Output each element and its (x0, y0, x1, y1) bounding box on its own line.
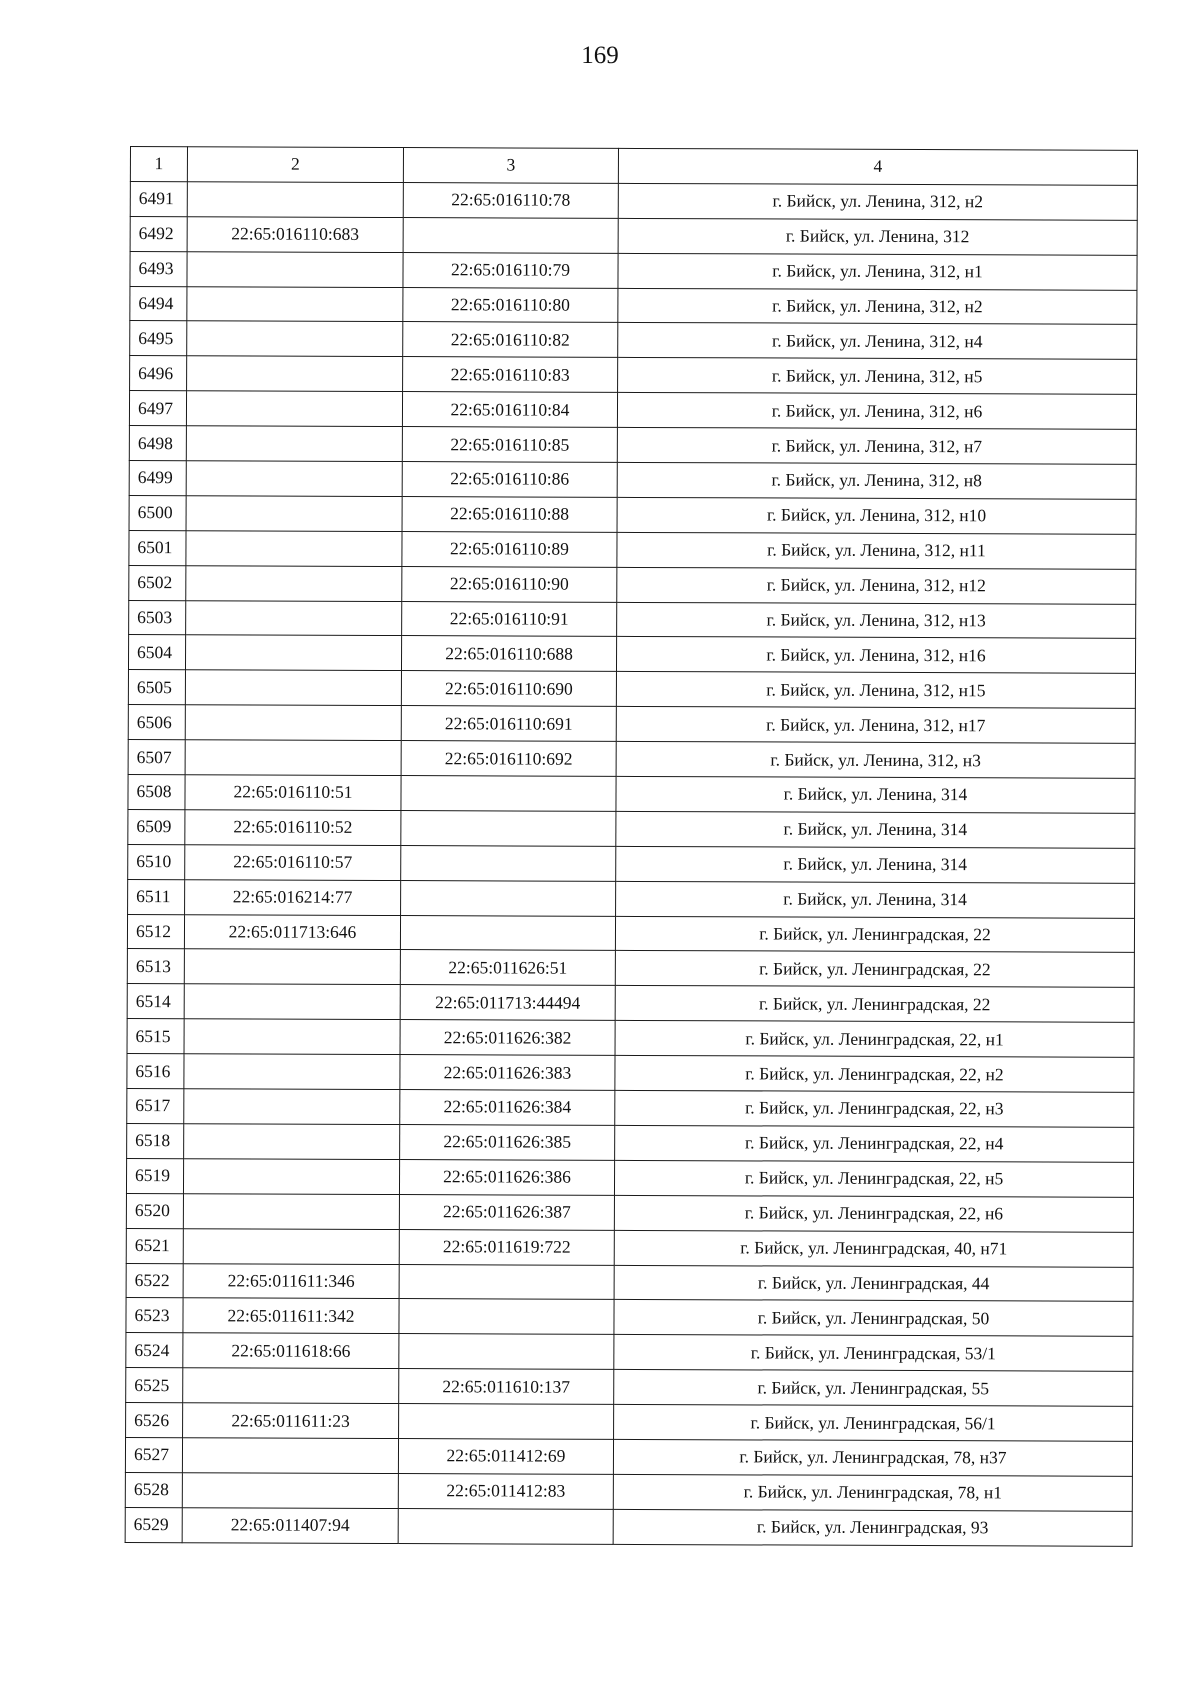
row-number-cell: 6527 (125, 1437, 182, 1472)
row-number-cell: 6514 (127, 984, 184, 1019)
land-cadastral-number-cell (186, 391, 402, 427)
row-number-cell: 6523 (126, 1298, 183, 1333)
address-cell: г. Бийск, ул. Ленина, 312, н2 (618, 288, 1137, 325)
land-cadastral-number-cell: 22:65:011713:646 (184, 914, 400, 950)
land-cadastral-number-cell: 22:65:011611:346 (183, 1263, 399, 1299)
row-number-cell: 6512 (127, 914, 184, 949)
row-number-cell: 6506 (128, 705, 185, 740)
address-cell: г. Бийск, ул. Ленинградская, 53/1 (614, 1335, 1133, 1372)
table-row (128, 740, 1135, 779)
address-cell: г. Бийск, ул. Ленинградская, 93 (613, 1509, 1132, 1546)
row-number-cell: 6522 (126, 1263, 183, 1298)
table-row (130, 251, 1137, 290)
table-row (127, 914, 1134, 953)
land-cadastral-number-cell (183, 1228, 399, 1264)
address-cell: г. Бийск, ул. Ленинградская, 78, н1 (613, 1474, 1132, 1511)
address-cell: г. Бийск, ул. Ленинградская, 78, н37 (613, 1439, 1132, 1476)
row-number-cell: 6503 (129, 600, 186, 635)
address-cell: г. Бийск, ул. Ленинградская, 22, н4 (615, 1125, 1134, 1162)
land-cadastral-number-cell (186, 461, 402, 497)
address-cell: г. Бийск, ул. Ленинградская, 22 (615, 951, 1134, 988)
building-cadastral-number-cell: 22:65:016110:84 (402, 392, 617, 428)
address-cell: г. Бийск, ул. Ленинградская, 44 (614, 1265, 1133, 1302)
address-cell: г. Бийск, ул. Ленинградская, 22, н5 (614, 1160, 1133, 1197)
land-cadastral-number-cell (186, 565, 402, 601)
row-number-cell: 6499 (129, 461, 186, 496)
land-cadastral-number-cell (184, 1054, 400, 1090)
land-cadastral-number-cell (183, 1368, 399, 1404)
row-number-cell: 6525 (126, 1368, 183, 1403)
land-cadastral-number-cell (187, 182, 403, 218)
table-row (127, 1123, 1134, 1162)
table-row (127, 984, 1134, 1023)
building-cadastral-number-cell: 22:65:016110:83 (403, 357, 618, 393)
address-cell: г. Бийск, ул. Ленина, 312, н15 (616, 672, 1135, 709)
land-cadastral-number-cell: 22:65:016214:77 (185, 879, 401, 915)
table-row (126, 1228, 1133, 1267)
table-row (130, 286, 1137, 325)
land-cadastral-number-cell: 22:65:011407:94 (182, 1507, 398, 1543)
header-col-2: 2 (187, 147, 403, 183)
row-number-cell: 6511 (128, 879, 185, 914)
building-cadastral-number-cell: 22:65:011626:384 (400, 1090, 615, 1126)
building-cadastral-number-cell: 22:65:011412:83 (398, 1473, 613, 1509)
address-cell: г. Бийск, ул. Ленина, 312, н2 (618, 183, 1137, 220)
land-cadastral-number-cell: 22:65:016110:52 (185, 810, 401, 846)
address-cell: г. Бийск, ул. Ленина, 312, н10 (617, 497, 1136, 534)
row-number-cell: 6517 (127, 1089, 184, 1124)
table-row (128, 775, 1135, 814)
row-number-cell: 6497 (129, 391, 186, 426)
building-cadastral-number-cell: 22:65:016110:691 (401, 706, 616, 742)
table-row (129, 530, 1136, 569)
row-number-cell: 6498 (129, 426, 186, 461)
building-cadastral-number-cell: 22:65:011626:383 (400, 1055, 615, 1091)
building-cadastral-number-cell (401, 810, 616, 846)
address-cell: г. Бийск, ул. Ленина, 312, н5 (618, 358, 1137, 395)
building-cadastral-number-cell: 22:65:011412:69 (398, 1438, 613, 1474)
table-row (130, 321, 1137, 360)
land-cadastral-number-cell: 22:65:011611:23 (183, 1403, 399, 1439)
address-cell: г. Бийск, ул. Ленина, 312, н11 (617, 532, 1136, 569)
building-cadastral-number-cell (403, 217, 618, 253)
land-cadastral-number-cell (184, 949, 400, 985)
table-row (126, 1368, 1133, 1407)
building-cadastral-number-cell: 22:65:011626:382 (400, 1020, 615, 1056)
table-row (129, 461, 1136, 500)
address-cell: г. Бийск, ул. Ленинградская, 40, н71 (614, 1230, 1133, 1267)
building-cadastral-number-cell (401, 845, 616, 881)
building-cadastral-number-cell: 22:65:016110:85 (402, 427, 617, 463)
row-number-cell: 6504 (128, 635, 185, 670)
header-col-3: 3 (403, 148, 618, 184)
building-cadastral-number-cell: 22:65:016110:91 (402, 601, 617, 637)
building-cadastral-number-cell: 22:65:016110:690 (401, 671, 616, 707)
table-row (125, 1472, 1132, 1511)
land-cadastral-number-cell (184, 1124, 400, 1160)
land-cadastral-number-cell (184, 1089, 400, 1125)
table-row (130, 216, 1137, 255)
address-cell: г. Бийск, ул. Ленина, 314 (616, 811, 1135, 848)
row-number-cell: 6501 (129, 530, 186, 565)
address-cell: г. Бийск, ул. Ленинградская, 55 (614, 1370, 1133, 1407)
address-cell: г. Бийск, ул. Ленина, 312, н13 (617, 602, 1136, 639)
table-row (129, 600, 1136, 639)
building-cadastral-number-cell: 22:65:016110:688 (401, 636, 616, 672)
land-cadastral-number-cell (185, 670, 401, 706)
table-row (130, 181, 1137, 220)
building-cadastral-number-cell: 22:65:011610:137 (399, 1369, 614, 1405)
land-cadastral-number-cell (185, 740, 401, 776)
land-cadastral-number-cell (184, 1019, 400, 1055)
row-number-cell: 6496 (130, 356, 187, 391)
table-row (129, 565, 1136, 604)
row-number-cell: 6521 (126, 1228, 183, 1263)
land-cadastral-number-cell (186, 496, 402, 532)
building-cadastral-number-cell: 22:65:011626:385 (400, 1124, 615, 1160)
land-cadastral-number-cell (182, 1473, 398, 1509)
table-row (128, 809, 1135, 848)
land-cadastral-number-cell (185, 705, 401, 741)
table-row (129, 495, 1136, 534)
table-row (127, 1089, 1134, 1128)
address-cell: г. Бийск, ул. Ленина, 312, н17 (616, 707, 1135, 744)
row-number-cell: 6495 (130, 321, 187, 356)
building-cadastral-number-cell (399, 1264, 614, 1300)
address-cell: г. Бийск, ул. Ленина, 312, н12 (617, 567, 1136, 604)
building-cadastral-number-cell: 22:65:016110:79 (403, 252, 618, 288)
table-row (127, 1019, 1134, 1058)
header-col-4: 4 (618, 148, 1137, 185)
table-row (126, 1403, 1133, 1442)
address-cell: г. Бийск, ул. Ленина, 312, н16 (616, 637, 1135, 674)
land-cadastral-number-cell: 22:65:011611:342 (183, 1298, 399, 1334)
table-row (127, 1054, 1134, 1093)
table-row (128, 844, 1135, 883)
address-cell: г. Бийск, ул. Ленинградская, 22 (615, 986, 1134, 1023)
row-number-cell: 6493 (130, 251, 187, 286)
row-number-cell: 6519 (126, 1158, 183, 1193)
building-cadastral-number-cell: 22:65:011713:44494 (400, 985, 615, 1021)
row-number-cell: 6494 (130, 286, 187, 321)
table-row (127, 949, 1134, 988)
building-cadastral-number-cell (400, 915, 615, 951)
address-cell: г. Бийск, ул. Ленинградская, 22 (615, 916, 1134, 953)
address-cell: г. Бийск, ул. Ленинградская, 22, н6 (614, 1195, 1133, 1232)
land-cadastral-number-cell (184, 984, 400, 1020)
address-cell: г. Бийск, ул. Ленинградская, 22, н3 (615, 1090, 1134, 1127)
building-cadastral-number-cell (399, 1334, 614, 1370)
row-number-cell: 6513 (127, 949, 184, 984)
row-number-cell: 6508 (128, 775, 185, 810)
table-row (128, 879, 1135, 918)
table-row (126, 1158, 1133, 1197)
row-number-cell: 6526 (126, 1403, 183, 1438)
page-number: 169 (581, 42, 619, 69)
building-cadastral-number-cell (398, 1508, 613, 1544)
table-row (128, 635, 1135, 674)
address-cell: г. Бийск, ул. Ленинградская, 22, н1 (615, 1021, 1134, 1058)
building-cadastral-number-cell (399, 1299, 614, 1335)
header-col-1: 1 (130, 147, 187, 182)
building-cadastral-number-cell: 22:65:016110:86 (402, 462, 617, 498)
row-number-cell: 6518 (127, 1123, 184, 1158)
row-number-cell: 6505 (128, 670, 185, 705)
table-row (126, 1333, 1133, 1372)
building-cadastral-number-cell: 22:65:011619:722 (399, 1229, 614, 1265)
land-cadastral-number-cell (187, 321, 403, 357)
table-row (126, 1298, 1133, 1337)
table-row (129, 391, 1136, 430)
land-cadastral-number-cell (183, 1159, 399, 1195)
building-cadastral-number-cell (399, 1404, 614, 1440)
building-cadastral-number-cell: 22:65:016110:78 (403, 182, 618, 218)
row-number-cell: 6491 (130, 181, 187, 216)
address-cell: г. Бийск, ул. Ленинградская, 22, н2 (615, 1056, 1134, 1093)
land-cadastral-number-cell (187, 286, 403, 322)
land-cadastral-number-cell (186, 531, 402, 567)
building-cadastral-number-cell: 22:65:016110:88 (402, 496, 617, 532)
land-cadastral-number-cell (186, 600, 402, 636)
row-number-cell: 6500 (129, 495, 186, 530)
land-cadastral-number-cell (187, 356, 403, 392)
row-number-cell: 6509 (128, 809, 185, 844)
building-cadastral-number-cell (401, 776, 616, 812)
row-number-cell: 6524 (126, 1333, 183, 1368)
table-row (129, 426, 1136, 465)
land-cadastral-number-cell (183, 1193, 399, 1229)
land-cadastral-number-cell: 22:65:011618:66 (183, 1333, 399, 1369)
row-number-cell: 6492 (130, 216, 187, 251)
row-number-cell: 6520 (126, 1193, 183, 1228)
table-row (128, 670, 1135, 709)
building-cadastral-number-cell: 22:65:016110:692 (401, 741, 616, 777)
address-cell: г. Бийск, ул. Ленинградская, 50 (614, 1300, 1133, 1337)
row-number-cell: 6529 (125, 1507, 182, 1542)
address-cell: г. Бийск, ул. Ленина, 314 (616, 776, 1135, 813)
address-cell: г. Бийск, ул. Ленина, 314 (616, 846, 1135, 883)
land-cadastral-number-cell (187, 251, 403, 287)
building-cadastral-number-cell: 22:65:016110:82 (403, 322, 618, 358)
building-cadastral-number-cell: 22:65:011626:387 (399, 1194, 614, 1230)
land-cadastral-number-cell (186, 426, 402, 462)
table-row (126, 1193, 1133, 1232)
building-cadastral-number-cell: 22:65:016110:80 (403, 287, 618, 323)
building-cadastral-number-cell (401, 880, 616, 916)
table-body (125, 181, 1137, 1546)
land-cadastral-number-cell: 22:65:016110:51 (185, 775, 401, 811)
table-row (125, 1507, 1132, 1546)
building-cadastral-number-cell: 22:65:011626:51 (400, 950, 615, 986)
address-cell: г. Бийск, ул. Ленина, 312, н7 (617, 427, 1136, 464)
land-cadastral-number-cell (182, 1438, 398, 1474)
header-row (130, 147, 1137, 186)
address-cell: г. Бийск, ул. Ленина, 312, н3 (616, 742, 1135, 779)
building-cadastral-number-cell: 22:65:011626:386 (399, 1159, 614, 1195)
land-cadastral-number-cell: 22:65:016110:57 (185, 845, 401, 881)
row-number-cell: 6516 (127, 1054, 184, 1089)
address-cell: г. Бийск, ул. Ленинградская, 56/1 (614, 1404, 1133, 1441)
building-cadastral-number-cell: 22:65:016110:90 (402, 566, 617, 602)
table-row (126, 1263, 1133, 1302)
address-cell: г. Бийск, ул. Ленина, 312, н8 (617, 462, 1136, 499)
address-cell: г. Бийск, ул. Ленина, 312, н1 (618, 253, 1137, 290)
land-cadastral-number-cell: 22:65:016110:683 (187, 217, 403, 253)
row-number-cell: 6528 (125, 1472, 182, 1507)
land-cadastral-number-cell (185, 635, 401, 671)
address-cell: г. Бийск, ул. Ленина, 312, н6 (617, 393, 1136, 430)
address-cell: г. Бийск, ул. Ленина, 312, н4 (618, 323, 1137, 360)
address-cell: г. Бийск, ул. Ленина, 312 (618, 218, 1137, 255)
table-row (128, 705, 1135, 744)
property-register-table (125, 146, 1138, 1546)
row-number-cell: 6515 (127, 1019, 184, 1054)
row-number-cell: 6510 (128, 844, 185, 879)
row-number-cell: 6502 (129, 565, 186, 600)
table-row (130, 356, 1137, 395)
building-cadastral-number-cell: 22:65:016110:89 (402, 531, 617, 567)
address-cell: г. Бийск, ул. Ленина, 314 (616, 881, 1135, 918)
table-row (125, 1437, 1132, 1476)
row-number-cell: 6507 (128, 740, 185, 775)
